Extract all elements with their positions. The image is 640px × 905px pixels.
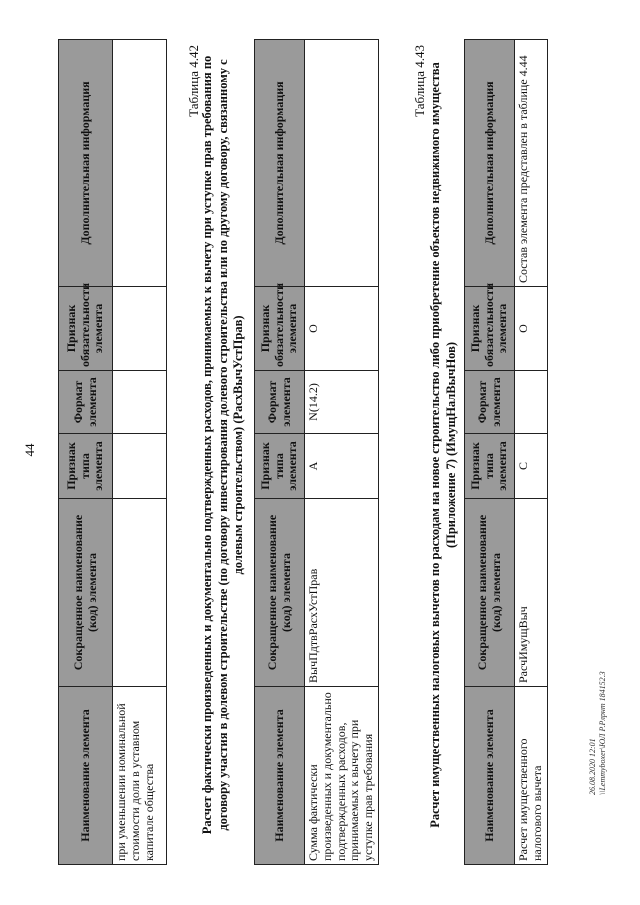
table-4-42-title: Расчет фактически произведенных и документально подтвержденных расходов, принимаемых к вычету при уступке прав требования по договору участия в долевом строительстве (по договору инвестирования долевого строительства или по другому договору, связанному с долевым строительством) (РасхВычУстПрав)	[200, 55, 246, 835]
cell-info	[113, 40, 167, 287]
page-number: 44	[22, 443, 37, 457]
col-header-type: Признак типа элемента	[465, 434, 515, 499]
table-header-row	[255, 40, 305, 865]
table-4-43	[464, 39, 548, 865]
cell-code	[113, 499, 167, 687]
col-header-format: Формат элемента	[59, 371, 113, 434]
table-row	[515, 40, 548, 865]
table-4-43-label: Таблица 4.43	[412, 45, 427, 117]
col-header-type: Признак типа элемента	[59, 434, 113, 499]
col-header-format: Формат элемента	[255, 371, 305, 434]
cell-type: С	[515, 434, 548, 499]
table-row	[305, 40, 379, 865]
col-header-name: Наименование элемента	[255, 687, 305, 865]
col-header-required: Признак обязательности элемента	[59, 287, 113, 371]
col-header-name: Наименование элемента	[465, 687, 515, 865]
table-header-row	[465, 40, 515, 865]
stamp-date: 26.08.2020 12:01	[588, 738, 597, 795]
table-4-42-label: Таблица 4.42	[186, 45, 201, 117]
col-header-code: Сокращенное наименование (код) элемента	[59, 499, 113, 687]
cell-name: Сумма фактически произведенных и документально подтвержденных расходов, принимаемых к вычету при уступке прав требования	[305, 687, 379, 865]
cell-name: Расчет имущественного налогового вычета	[515, 687, 548, 865]
stamp-path: \\Lemmyboxer\ЮЛ Р.Рлрнт 184152.3	[597, 671, 607, 795]
table-header-row	[59, 40, 113, 865]
table-continuation	[58, 39, 167, 865]
cell-code: ВычПдтвРасхУстПрав	[305, 499, 379, 687]
cell-info: Состав элемента представлен в таблице 4.44	[515, 40, 548, 287]
table-4-42	[254, 39, 379, 865]
cell-type	[113, 434, 167, 499]
cell-info	[305, 40, 379, 287]
table-4-43-title: Расчет имущественных налоговых вычетов по расходам на новое строительство либо приобретение объектов недвижимого имущества (Приложение 7) (ИмущНалВычНов)	[428, 62, 458, 828]
col-header-info: Дополнительная информация	[255, 40, 305, 287]
col-header-type: Признак типа элемента	[255, 434, 305, 499]
cell-format	[515, 371, 548, 434]
cell-required: О	[515, 287, 548, 371]
col-header-info: Дополнительная информация	[59, 40, 113, 287]
col-header-format: Формат элемента	[465, 371, 515, 434]
col-header-required: Признак обязательности элемента	[255, 287, 305, 371]
col-header-code: Сокращенное наименование (код) элемента	[255, 499, 305, 687]
table-row	[113, 40, 167, 865]
col-header-name: Наименование элемента	[59, 687, 113, 865]
col-header-required: Признак обязательности элемента	[465, 287, 515, 371]
cell-format	[113, 371, 167, 434]
cell-format: N(14.2)	[305, 371, 379, 434]
cell-code: РасчИмущВыч	[515, 499, 548, 687]
print-stamp	[588, 575, 607, 795]
col-header-code: Сокращенное наименование (код) элемента	[465, 499, 515, 687]
cell-name: при уменьшении номинальной стоимости доли в уставном капитале общества	[113, 687, 167, 865]
col-header-info: Дополнительная информация	[465, 40, 515, 287]
cell-type: А	[305, 434, 379, 499]
cell-required	[113, 287, 167, 371]
cell-required: О	[305, 287, 379, 371]
